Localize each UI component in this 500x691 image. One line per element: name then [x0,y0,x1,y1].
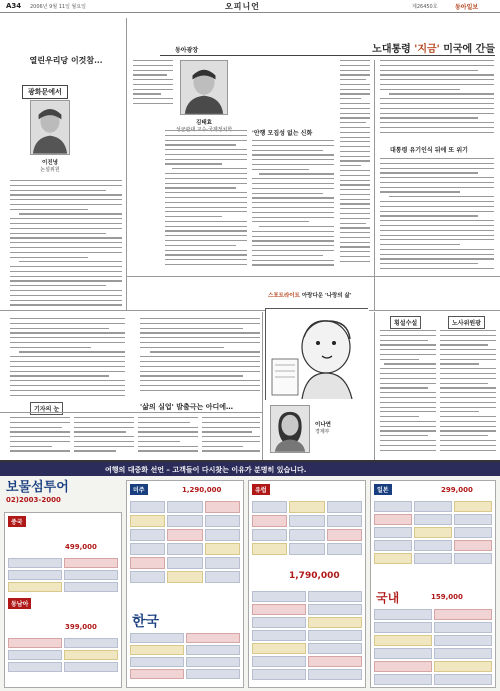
lower-left-body-5 [202,417,260,457]
cartoon-label: 스포트라이트 [268,293,300,299]
ad-listing-grid [8,638,118,672]
reporter-caption [20,158,80,173]
ad-listing-grid [374,609,492,685]
editorial-cartoon [265,308,368,400]
cartoon-caption: 아랑다운 '나랑의 삶' [301,293,352,299]
center-body-col3 [340,60,370,270]
main-headline [305,40,495,55]
ad-listing-grid [130,501,240,583]
author2-name: 이나연 [315,422,331,428]
headline-rule [160,55,495,56]
ad-panel-europe [248,480,366,688]
ad-listing-grid [8,558,118,592]
right-box-label: 노사위원광 [448,316,485,329]
caricature-icon [266,309,369,401]
ad-banner: 여행의 대중화 선언 – 고객들이 다시찾는 이유가 분명히 있습니다. [0,462,500,476]
cartoon-title [268,291,352,299]
ad-logo: 보물섬투어 [6,480,69,495]
column-label: 광화문에서 [22,85,68,99]
issue-number: 제26450호 [412,4,438,10]
center-body-col2 [252,140,334,270]
section-divider [0,412,262,413]
column-divider [126,18,127,310]
ad-tag-sea: 동남아 [8,598,31,609]
ad-listing-grid [252,591,362,680]
right-body-lower [380,158,494,273]
ad-price-4: 1,790,000 [289,571,340,581]
author2-caption [315,420,370,435]
author2-title: 경제부 [315,429,330,435]
ad-listing-grid [130,633,240,679]
lower-left-body-4 [138,417,198,457]
column-label-center: 동아광장 [175,47,199,54]
essay-body [380,330,436,458]
ad-price-6: 159,000 [431,593,463,601]
left-column-body [10,180,122,308]
main-headline-pre: 노대통령 [372,44,415,55]
issue-date: 2006년 9월 11일 월요일 [30,4,87,10]
right-body-upper [380,60,494,140]
masthead-logo: 동아일보 [455,4,479,11]
column-divider [374,60,375,310]
ad-price-5: 299,000 [441,486,473,494]
author-photo [180,60,228,115]
ad-panel-japan [370,480,496,688]
mid-headline: '삶의 실업' 발출극는 아디에… [140,403,233,411]
ad-tag-japan: 일본 [374,484,392,495]
ad-tag-europe: 유럽 [252,484,270,495]
lower-left-body-3 [74,417,134,457]
travel-advertisement [0,460,500,691]
essay-box-label: 횡설수설 [390,316,421,329]
lower-left-body-2 [10,417,70,457]
ad-tag-america: 미주 [130,484,148,495]
right-subhead: 대통령 유기인식 뒤에 또 위기 [390,147,468,154]
section-title: 오피니언 [225,2,260,11]
ad-domestic-heading: 국내 [376,591,400,605]
main-headline-quote: '지금' [414,44,440,55]
ad-tag-china: 중국 [8,516,26,527]
ad-panel-china [4,512,122,688]
reporter-photo [30,100,70,155]
ad-price-2: 399,000 [65,623,97,631]
reporter-title: 논설위원 [40,167,60,173]
reporter-name: 이진녕 [42,160,58,166]
reporter-box-label: 기자의 눈 [30,402,63,415]
ad-listing-grid [252,501,362,555]
ad-korea-heading: 한국 [132,614,160,630]
lower-left-body [10,318,125,400]
center-subhead: '안행 모집성 없는 신화 [252,130,313,137]
person-portrait-icon [271,406,309,452]
lower-center-body [140,318,260,398]
person-portrait-icon [31,101,69,154]
author2-photo [270,405,310,453]
center-body-col1 [165,130,247,270]
ad-price-1: 499,000 [65,543,97,551]
main-headline-post: 미국에 간들 [439,44,495,55]
ad-listing-grid [374,501,492,564]
left-column-headline: 열린우리당 이것참... [29,55,103,65]
ad-price-3: 1,290,000 [182,486,222,494]
ad-phone: 02)2003-2000 [6,496,61,504]
section-divider [0,310,500,311]
person-portrait-icon [181,61,227,114]
author-name: 김태효 [196,120,212,126]
page-number: A34 [6,2,22,10]
column-divider [262,312,263,460]
column-divider [374,312,375,460]
ad-panel-america [126,480,244,688]
section-divider [126,276,500,277]
right-box-body [440,330,496,458]
page-header [0,0,500,13]
